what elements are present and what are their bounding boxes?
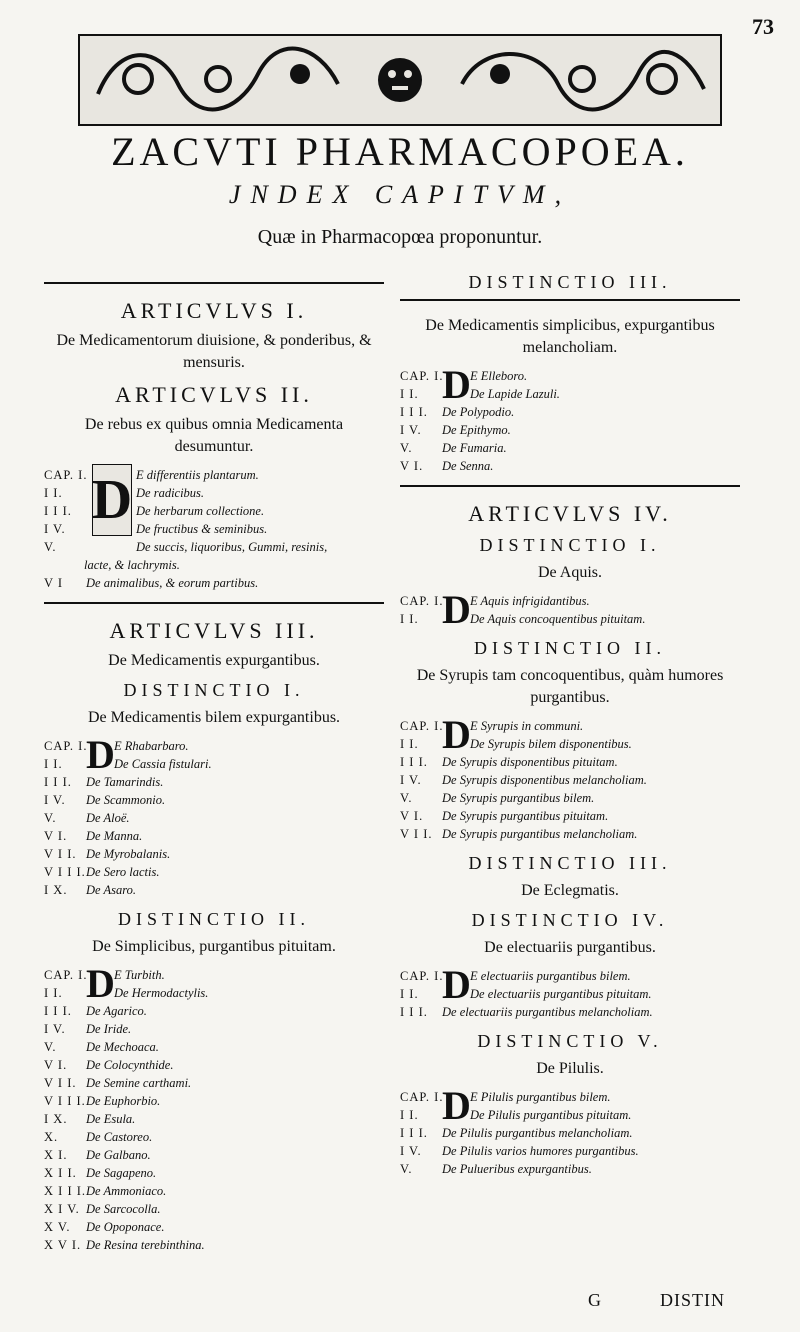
chapter-title: De Sagapeno. (86, 1166, 157, 1180)
divider (44, 282, 384, 284)
chapter-number: I I I. (44, 775, 72, 789)
chapter-title: De Polypodio. (442, 405, 515, 419)
chapter-number: I V. (400, 423, 422, 437)
section-text: De Medicamentis bilem expurgantibus. (87, 709, 341, 726)
chapter-title: De electuariis purgantibus pituitam. (470, 987, 652, 1001)
chapter-number: I I. (44, 986, 63, 1000)
chapter-number: I I. (400, 612, 419, 626)
chapter-number: V I. (44, 829, 68, 843)
chapter-title: De Senna. (442, 459, 494, 473)
chapter-title: De Syrupis purgantibus pituitam. (442, 809, 609, 823)
chapter-entry (44, 1146, 384, 1164)
chapter-title: De fructibus & seminibus. (136, 522, 268, 536)
section-text: De rebus ex quibus omnia Medicamenta desumuntur. (84, 416, 344, 455)
chapter-entry (400, 457, 740, 475)
chapter-number: CAP. I. (400, 719, 444, 733)
chapter-number: I X. (44, 883, 68, 897)
chapter-title: De Iride. (86, 1022, 132, 1036)
page-subtitle: JNDEX CAPITVM, (228, 180, 572, 209)
page-number: 73 (752, 14, 774, 39)
chapter-title: De Agarico. (86, 1004, 147, 1018)
chapter-entry (44, 1218, 384, 1236)
chapter-entry (44, 791, 384, 809)
section-text: De Medicamentis expurgantibus. (108, 652, 320, 669)
divider (400, 299, 740, 301)
chapter-entry (44, 1236, 384, 1254)
chapter-number: V. (400, 1162, 413, 1176)
distinctio-heading: DISTINCTIO IV. (471, 910, 669, 930)
chapter-entry (44, 1092, 384, 1110)
chapter-entry (44, 1038, 384, 1056)
chapter-entry (44, 1074, 384, 1092)
chapter-entry (44, 863, 384, 881)
chapter-number: CAP. I. (400, 1090, 444, 1104)
chapter-number: V I. (400, 459, 424, 473)
chapter-title: De Myrobalanis. (86, 847, 171, 861)
chapter-number: X I I. (44, 1166, 77, 1180)
chapter-number: I I I. (400, 755, 428, 769)
chapter-number: CAP. I. (44, 968, 88, 982)
chapter-number: X. (44, 1130, 59, 1144)
chapter-title: De Ammoniaco. (86, 1184, 167, 1198)
chapter-number: I V. (44, 793, 66, 807)
chapter-number: V. (44, 540, 57, 554)
chapter-title: De Semine carthami. (86, 1076, 192, 1090)
chapter-number: I I. (400, 387, 419, 401)
section-text: De Syrupis tam concoquentibus, quàm humores purgantibus. (416, 667, 724, 706)
chapter-number: V. (400, 791, 413, 805)
distinctio-heading: DISTINCTIO III. (468, 853, 672, 873)
chapter-number: V I I I. (44, 865, 86, 879)
chapter-number: I X. (44, 1112, 68, 1126)
chapter-title: De succis, liquoribus, Gummi, resinis, (136, 540, 328, 554)
section-text: De electuariis purgantibus. (484, 939, 656, 956)
chapter-number: V I I I. (44, 1094, 86, 1108)
chapter-title: E Pilulis purgantibus bilem. (470, 1090, 611, 1104)
chapter-title: E Syrupis in communi. (470, 719, 584, 733)
chapter-title: De Fumaria. (442, 441, 507, 455)
chapter-number: I I I. (44, 1004, 72, 1018)
chapter-title: De Hermodactylis. (114, 986, 209, 1000)
chapter-entry (44, 1182, 384, 1200)
chapter-title: De Sero lactis. (86, 865, 160, 879)
chapter-entry (400, 1142, 740, 1160)
distinctio-heading: DISTINCTIO II. (118, 909, 310, 929)
section-text: De Simplicibus, purgantibus pituitam. (92, 938, 336, 955)
divider (400, 485, 740, 487)
chapter-title: De Colocynthide. (86, 1058, 174, 1072)
chapter-number: V I (44, 576, 64, 590)
chapter-title: De Epithymo. (442, 423, 511, 437)
chapter-list (400, 962, 740, 1021)
chapter-entry (400, 825, 740, 843)
chapter-title: De Pulueribus expurgantibus. (442, 1162, 592, 1176)
chapter-title: De Pilulis varios humores purgantibus. (442, 1144, 639, 1158)
chapter-number: I I. (400, 737, 419, 751)
chapter-number: I I I. (400, 1005, 428, 1019)
chapter-number: I I. (44, 757, 63, 771)
chapter-entry (44, 1110, 384, 1128)
chapter-number: I I I. (44, 504, 72, 518)
section-heading: ARTICVLVS IV. (468, 501, 672, 526)
drop-cap-icon: D (442, 712, 471, 757)
chapter-title: De electuariis purgantibus melancholiam. (442, 1005, 653, 1019)
chapter-title: De animalibus, & eorum partibus. (86, 576, 259, 590)
chapter-title: De Aquis concoquentibus pituitam. (470, 612, 646, 626)
chapter-title: E Elleboro. (470, 369, 528, 383)
drop-cap-icon: D (442, 962, 471, 1007)
chapter-list (44, 961, 384, 1254)
chapter-entry (44, 538, 384, 556)
chapter-title: De Resina terebinthina. (86, 1238, 205, 1252)
chapter-title: De Cassia fistulari. (114, 757, 212, 771)
chapter-number: V. (44, 1040, 57, 1054)
chapter-entry (400, 771, 740, 789)
chapter-number (44, 556, 84, 574)
page-title: ZACVTI PHARMACOPOEA. (111, 129, 689, 174)
chapter-number: X I V. (44, 1202, 80, 1216)
chapter-number: CAP. I. (400, 594, 444, 608)
chapter-title: De Syrupis purgantibus bilem. (442, 791, 595, 805)
section-text: De Medicamentis simplicibus, expurgantibus melancholiam. (425, 317, 715, 356)
chapter-entry (44, 1020, 384, 1038)
section-heading: ARTICVLVS III. (109, 618, 319, 643)
chapter-title: De Sarcocolla. (86, 1202, 161, 1216)
chapter-title: De Scammonio. (86, 793, 166, 807)
chapter-number: V I I. (44, 1076, 77, 1090)
chapter-number: V. (400, 441, 413, 455)
chapter-number: I V. (44, 522, 66, 536)
chapter-number: X I I I. (44, 1184, 87, 1198)
chapter-number: CAP. I. (44, 739, 88, 753)
drop-cap-icon: D (92, 464, 132, 536)
chapter-entry (44, 881, 384, 899)
section-text: De Eclegmatis. (521, 882, 619, 899)
chapter-title: De Euphorbio. (86, 1094, 161, 1108)
chapter-title: De Syrupis disponentibus pituitam. (442, 755, 618, 769)
chapter-entry (400, 421, 740, 439)
drop-cap-icon: D (442, 587, 471, 632)
distinctio-heading: DISTINCTIO I. (479, 535, 661, 555)
distinctio-heading: DISTINCTIO III. (468, 272, 672, 292)
catchword: DISTIN (660, 1290, 725, 1310)
chapter-number: CAP. I. (400, 969, 444, 983)
chapter-title: De Castoreo. (86, 1130, 153, 1144)
chapter-title: De Asaro. (86, 883, 136, 897)
chapter-entry (44, 1200, 384, 1218)
chapter-number: X V I. (44, 1238, 82, 1252)
chapter-list (400, 712, 740, 843)
distinctio-heading: DISTINCTIO V. (477, 1031, 663, 1051)
chapter-list (44, 466, 384, 592)
section-heading: ARTICVLVS I. (120, 298, 308, 323)
right-column (400, 272, 740, 1188)
chapter-entry (44, 809, 384, 827)
chapter-entry (44, 1164, 384, 1182)
chapter-number: I V. (400, 1144, 422, 1158)
drop-cap-icon: D (442, 362, 471, 407)
chapter-title: De Mechoaca. (86, 1040, 159, 1054)
section-heading: ARTICVLVS II. (115, 382, 313, 407)
chapter-title: De Syrupis bilem disponentibus. (470, 737, 632, 751)
signature-mark: G (588, 1290, 601, 1310)
chapter-title: De Pilulis purgantibus pituitam. (470, 1108, 632, 1122)
ornamental-headpiece-icon (78, 34, 722, 126)
chapter-number: CAP. I. (44, 468, 88, 482)
chapter-title: E electuariis purgantibus bilem. (470, 969, 631, 983)
chapter-entry (400, 439, 740, 457)
chapter-list (400, 1083, 740, 1178)
chapter-number: I I. (400, 987, 419, 1001)
chapter-number: V I. (400, 809, 424, 823)
chapter-number: I I. (44, 486, 63, 500)
chapter-title: De Tamarindis. (86, 775, 164, 789)
chapter-title: De herbarum collectione. (136, 504, 265, 518)
chapter-number: V I I. (400, 827, 433, 841)
chapter-entry (44, 556, 384, 574)
chapter-list (400, 587, 740, 632)
chapter-list (44, 732, 384, 899)
chapter-entry (44, 845, 384, 863)
page-subtitle-2: Quæ in Pharmacopœa proponuntur. (257, 226, 543, 248)
drop-cap-icon: D (442, 1083, 471, 1128)
chapter-number: I I. (400, 1108, 419, 1122)
chapter-entry (44, 574, 384, 592)
chapter-number: I I I. (400, 405, 428, 419)
chapter-list (400, 362, 740, 475)
chapter-title: De radicibus. (136, 486, 205, 500)
divider (44, 602, 384, 604)
chapter-title: De Syrupis purgantibus melancholiam. (442, 827, 638, 841)
distinctio-heading: DISTINCTIO II. (474, 638, 666, 658)
chapter-title: De Syrupis disponentibus melancholiam. (442, 773, 647, 787)
chapter-number: I I I. (400, 1126, 428, 1140)
chapter-title: De Pilulis purgantibus melancholiam. (442, 1126, 633, 1140)
chapter-entry (400, 789, 740, 807)
section-text: De Medicamentorum diuisione, & ponderibus, & mensuris. (56, 332, 372, 371)
chapter-number: I V. (44, 1022, 66, 1036)
chapter-title: De Aloë. (86, 811, 130, 825)
chapter-entry (400, 807, 740, 825)
chapter-title: E Turbith. (114, 968, 165, 982)
chapter-entry (44, 1056, 384, 1074)
chapter-title: lacte, & lachrymis. (84, 558, 180, 572)
section-text: De Aquis. (538, 564, 602, 581)
chapter-title: De Opoponace. (86, 1220, 165, 1234)
chapter-entry (44, 827, 384, 845)
chapter-number: V I I. (44, 847, 77, 861)
chapter-title: De Lapide Lazuli. (470, 387, 560, 401)
chapter-number: I V. (400, 773, 422, 787)
chapter-title: De Manna. (86, 829, 143, 843)
chapter-number: X V. (44, 1220, 71, 1234)
chapter-title: E Rhabarbaro. (114, 739, 189, 753)
distinctio-heading: DISTINCTIO I. (123, 680, 305, 700)
chapter-number: V I. (44, 1058, 68, 1072)
chapter-entry (400, 1160, 740, 1178)
chapter-title: E Aquis infrigidantibus. (470, 594, 590, 608)
chapter-number: X I. (44, 1148, 68, 1162)
drop-cap-icon: D (86, 961, 115, 1006)
chapter-title: De Esula. (86, 1112, 136, 1126)
chapter-title: De Galbano. (86, 1148, 151, 1162)
chapter-title: E differentiis plantarum. (136, 468, 259, 482)
chapter-number: CAP. I. (400, 369, 444, 383)
chapter-number: V. (44, 811, 57, 825)
chapter-entry (44, 1128, 384, 1146)
section-text: De Pilulis. (536, 1060, 604, 1077)
drop-cap-icon: D (86, 732, 115, 777)
left-column (44, 272, 384, 1264)
